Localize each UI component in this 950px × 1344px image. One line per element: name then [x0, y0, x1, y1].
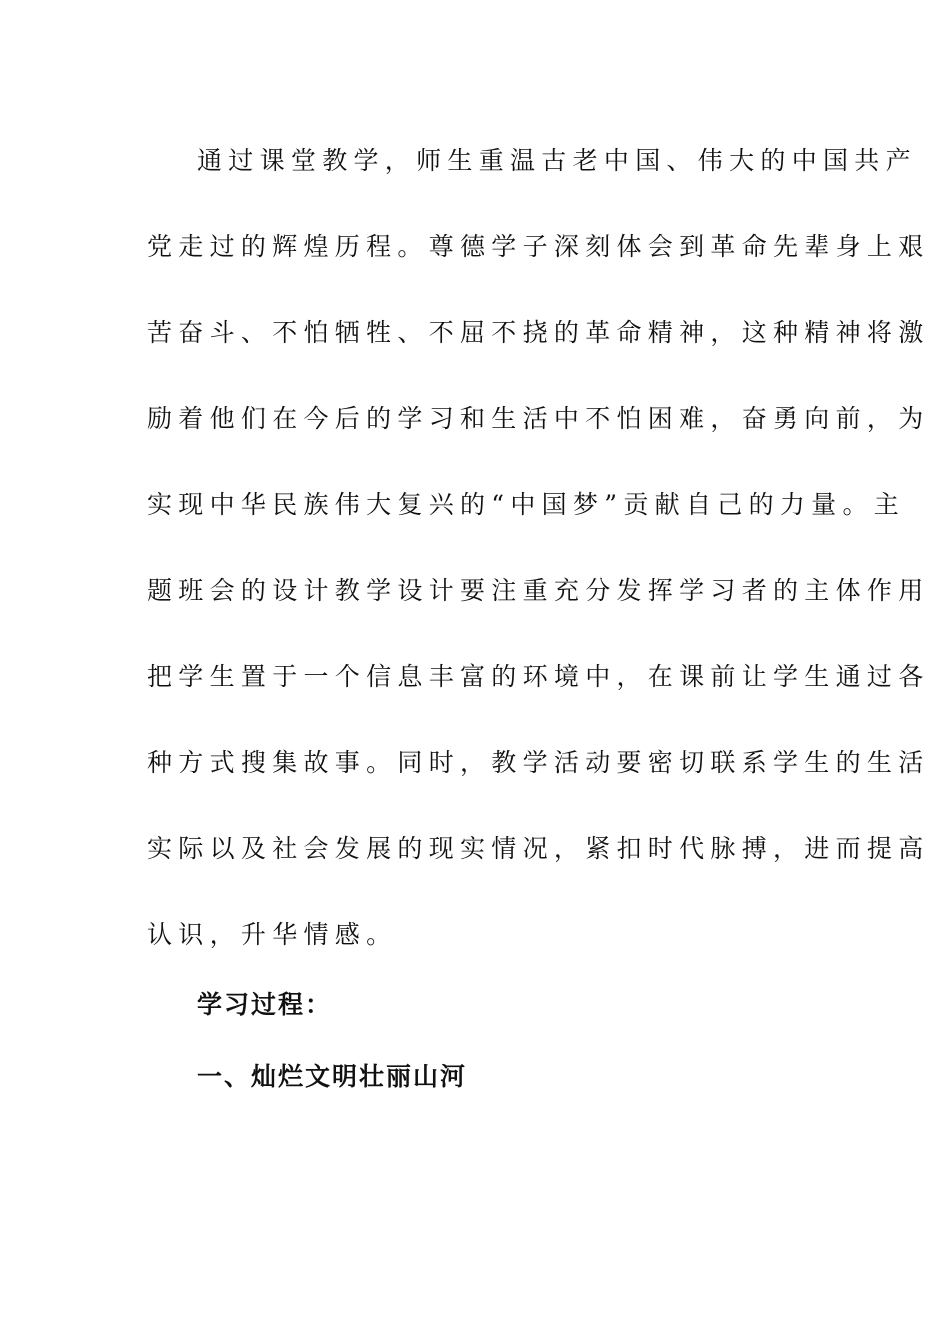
paragraph-line-4: 励着他们在今后的学习和生活中不怕困难，奋勇向前，为 [147, 404, 930, 433]
paragraph-line-8: 种方式搜集故事。同时，教学活动要密切联系学生的生活 [147, 748, 930, 777]
paragraph-line-6: 题班会的设计教学设计要注重充分发挥学习者的主体作用 [147, 576, 930, 605]
paragraph-line-10: 认识，升华情感。 [147, 920, 398, 949]
paragraph-line-2: 党走过的辉煌历程。尊德学子深刻体会到革命先辈身上艰 [147, 232, 930, 261]
paragraph-line-5: 实现中华民族伟大复兴的“中国梦”贡献自己的力量。主 [147, 490, 906, 519]
paragraph-line-3: 苦奋斗、不怕牺牲、不屈不挠的革命精神，这种精神将激 [147, 318, 930, 347]
paragraph-line-1: 通过课堂教学，师生重温古老中国、伟大的中国共产 [197, 146, 917, 175]
paragraph-line-7: 把学生置于一个信息丰富的环境中，在课前让学生通过各 [147, 662, 930, 691]
paragraph-line-9: 实际以及社会发展的现实情况，紧扣时代脉搏，进而提高 [147, 834, 930, 863]
heading-section-one: 一、灿烂文明壮丽山河 [197, 1062, 468, 1091]
heading-learning-process: 学习过程： [197, 990, 333, 1019]
